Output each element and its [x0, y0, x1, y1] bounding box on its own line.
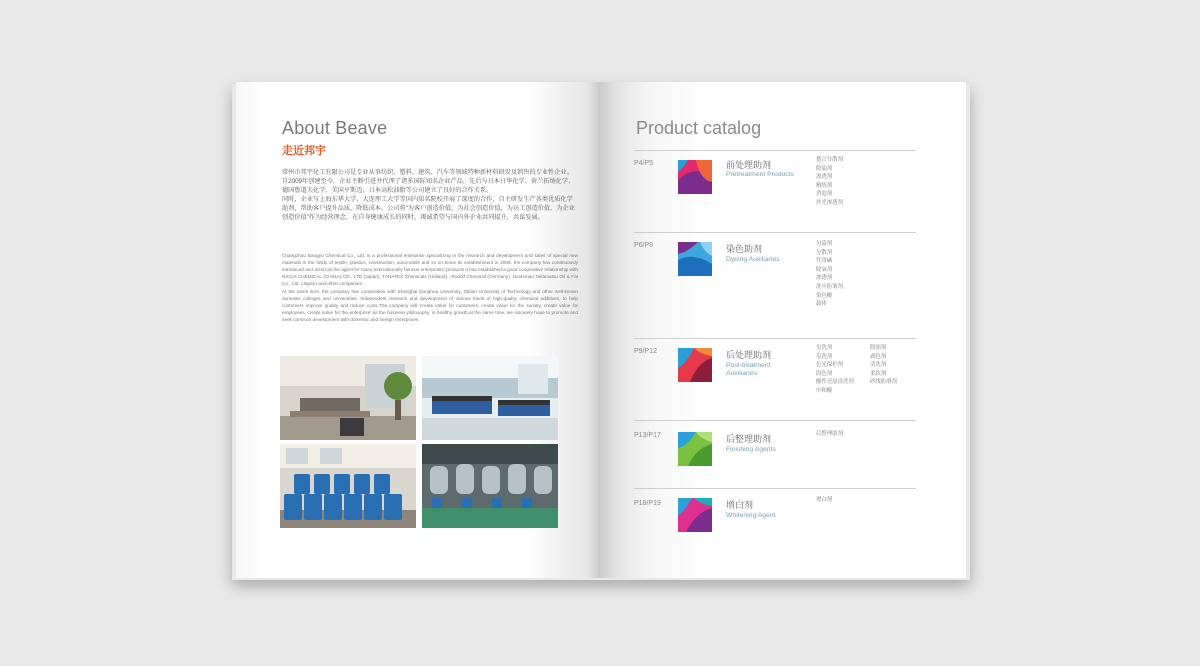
drums-photo	[280, 444, 416, 528]
catalog-title: Product catalog	[636, 118, 762, 138]
divider	[634, 338, 916, 339]
page-range: P9/P12	[634, 348, 657, 355]
english-paragraph: At the same time, the company has cooperation with Shanghai Donghua University, Dalian University of Technology and other well-known domestic colleges and universities. Independent research and development of various kinds of high-quality chemical additives, to help customers improve quality and reduce costs.The company will 'create value for customers, create value for the society, create value for employees, create value for the enterprise' as the business philosophy. in healthy growth at the same time, we sincerely hope to promote and seek common development with domestic and foreign enterprises.	[282, 289, 578, 322]
product-item: 皂洗剂	[816, 353, 833, 360]
laboratory-photo	[422, 356, 558, 440]
product-item: 除固剂	[870, 345, 887, 351]
category-name-cn: 后整理助剂	[726, 434, 772, 444]
product-item: 色光保护剂	[816, 362, 843, 369]
divider	[634, 488, 916, 489]
chinese-intro	[282, 168, 578, 222]
divider	[634, 232, 916, 233]
product-item: 匀染剂	[816, 241, 833, 247]
product-item: 渗透剂	[816, 174, 833, 181]
page-range: P18/P19	[634, 500, 661, 507]
product-item: 剥色剂	[870, 353, 887, 360]
product-item: 增白剂	[816, 497, 833, 503]
product-item: 精练剂	[816, 182, 833, 189]
category-thumbnail	[678, 432, 712, 466]
category-name-cn: 后处理助剂	[726, 350, 772, 360]
category-name-en: Dyeing Auxiliaries	[726, 256, 780, 263]
category-name-en: Post-treatment Auxiliaries	[726, 362, 771, 377]
product-list	[816, 344, 854, 396]
product-item: 除油剂	[816, 165, 833, 172]
product-item: 皂洗剂	[816, 345, 833, 351]
category-thumbnail	[678, 498, 712, 532]
product-item: 载体	[816, 301, 827, 308]
product-list	[816, 430, 843, 439]
category-name-en: Finishing Agents	[726, 446, 776, 453]
product-item: 消泡剂	[816, 191, 833, 198]
product-item: 中和酸	[816, 387, 833, 394]
english-intro	[282, 252, 578, 324]
page-range: P13/P17	[634, 432, 661, 439]
about-subtitle: 走近邦宇	[282, 145, 326, 157]
product-item: 酸性还原清洗剂	[816, 379, 854, 386]
factory-photo	[422, 444, 558, 528]
category-name-cn: 增白剂	[726, 500, 754, 510]
chinese-paragraph: 常州市邦宇化工有限公司是专业从事纺织、塑料、建筑、汽车等领域特种新材料研发及销售的专业性企业。自2009年创建至今，企业不断引进并代理了诸多国际知名企业产品，先后与日本日华化学、荷兰拓纳化学、德国鲁道夫化学、美国亨斯迈、日本高松油脂等公司建立了良好的合作关系。	[282, 169, 575, 194]
divider	[634, 420, 916, 421]
chinese-paragraph: 同时，企业与上海东华大学、大连理工大学等国内知名院校开展了深度的合作，自主研发生产各类优质化学助剂，帮助客户提升品质，降低成本。公司将“为客户创造价值，为社会创造价值，为员工创造价值，为企业创造价值”作为经营理念，在自身健康成长的同时，竭诚希望与国内外企业共同提升，共谋发展。	[282, 196, 575, 221]
category-name-en: Whitening Agent	[726, 512, 776, 519]
office-photo	[280, 356, 416, 440]
right-page	[598, 82, 966, 578]
product-item: 螯合分散剂	[816, 157, 843, 163]
product-item: 染色酸	[816, 292, 833, 299]
product-item: 固色剂	[816, 370, 833, 377]
left-page	[236, 82, 598, 578]
category-name-cn: 染色助剂	[726, 244, 763, 254]
product-item: 砂线防滑剂	[870, 379, 897, 386]
category-thumbnail	[678, 160, 712, 194]
product-item: 丝光渗透剂	[816, 199, 843, 206]
category-name-cn: 前处理助剂	[726, 160, 772, 170]
product-list-secondary	[870, 344, 897, 387]
category-name-en: Pretreatment Products	[726, 171, 794, 178]
page-range: P4/P5	[634, 160, 654, 167]
product-item: 清洗剂	[870, 362, 887, 369]
product-list	[816, 496, 832, 505]
product-item: 洗中防皱剂	[816, 283, 843, 290]
product-list	[816, 240, 843, 309]
product-item: 柔软剂	[870, 370, 887, 377]
about-title: About Beave	[282, 118, 388, 138]
product-item: 代用碱	[816, 258, 833, 265]
category-thumbnail	[678, 242, 712, 276]
product-list	[816, 156, 843, 208]
product-item: 除氧剂	[816, 266, 833, 273]
divider	[634, 150, 916, 151]
category-thumbnail	[678, 348, 712, 382]
product-item: 渗透剂	[816, 275, 833, 282]
page-range: P6/P8	[634, 242, 654, 249]
product-item: 分散剂	[816, 249, 833, 256]
english-paragraph: Changzhou Bangyu Chemical Co., Ltd. is a professional enterprise specializing in the research and development and sales of special new materials in the fields of textile, plastics, construction, automobile and so on.Since its establishment in 2009, the company has continuously introduced and acted as the agent for many internationally famous enterprises' products.It has established a good cooperative relationship with NICCA CHEMICAL (CHINA) CO., LTD (Japan) ,TANATEX Chemicals (Holland) , Rudolf Chemical (Germany) ,Huntsman,Takamatsu Oil & Fat Co., Ltd. (Japan) and other companies.	[282, 253, 578, 286]
product-item: 后整理助剂	[816, 431, 843, 437]
